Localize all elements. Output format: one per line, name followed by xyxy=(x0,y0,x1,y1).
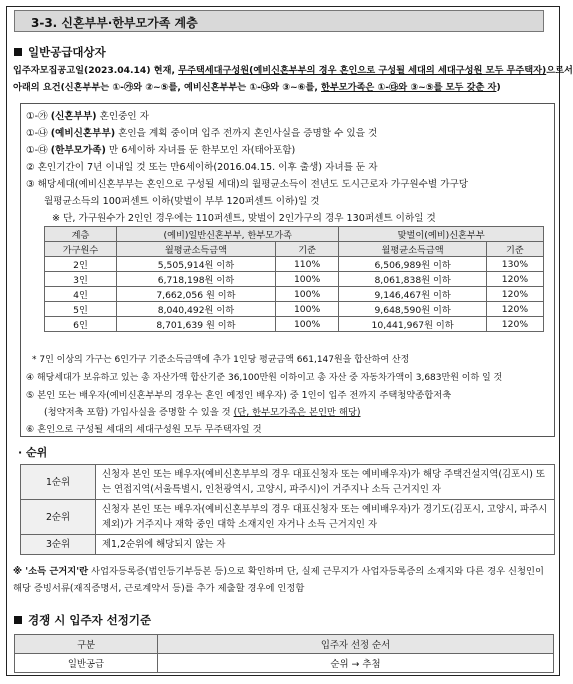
criterion-assets: ④ 해당세대가 보유하고 있는 총 자산가액 합산기준 36,100만원 이하이고 총 자산 중 자동차가액이 3,683만원 이하 일 것 xyxy=(26,373,503,383)
table-row: 4인 7,662,056 원 이하 100% 9,146,467원 이하 120% xyxy=(45,287,544,302)
table-row: 2인 5,505,914원 이하 110% 6,506,989원 이하 130% xyxy=(45,257,544,272)
intro-line-2: 아래의 요건(신혼부부는 ①-㉮와 ②~⑤를, 예비신혼부부는 ①-㉯와 ③~⑥를, 한부모가족은 ①-㉰와 ③~⑤를 모두 갖춘 자) xyxy=(13,82,501,93)
table-row: 5인 8,040,492원 이하 100% 9,648,590원 이하 120% xyxy=(45,302,544,317)
table-row: 2순위 신청자 본인 또는 배우자(예비신혼부부의 경우 대표신청자 또는 예비배우자)가 경기도(김포시, 고양시, 파주시 제외)가 거주지나 재학 중인 대학 소재지인 자거나 소득 근거지인 자 xyxy=(21,500,555,535)
intro-line-1: 입주자모집공고일(2023.04.14) 현재, 무주택세대구성원(예비신혼부부의 경우 혼인으로 구성될 세대의 세대구성원 모두 무주택자)으로서 xyxy=(13,65,573,76)
criterion-income-line2: 월평균소득의 100퍼센트 이하(맞벌이 부부 120퍼센트 이하)일 것 xyxy=(44,196,320,207)
rank-table xyxy=(20,464,555,555)
income-table-header-group2: 맞벌이(예비)신혼부부 xyxy=(339,227,544,242)
table-row: 1순위 신청자 본인 또는 배우자(예비신혼부부의 경우 대표신청자 또는 예비배우자)가 해당 주택건설지역(김포시) 또는 연접지역(서울특별시, 인천광역시, 고양시, 파주시)이 거주지나 소득 근거지인 자 xyxy=(21,465,555,500)
criterion-income: ③ 해당세대(예비신혼부부는 혼인으로 구성될 세대)의 월평균소득이 전년도 도시근로자 가구원수별 가구당 xyxy=(26,179,469,190)
selection-table: 구분 입주자 선정 순서 일반공급 순위 → 추첨 xyxy=(14,634,554,673)
square-bullet-icon xyxy=(14,48,22,56)
square-bullet-icon xyxy=(14,616,22,624)
criterion-savings-line2: (청약저축 포함) 가입사실을 증명할 수 있을 것 (단, 한부모가족은 본인만 해당) xyxy=(44,407,361,418)
page-title: 3-3. 신혼부부·한부모가족 계층 xyxy=(14,10,544,32)
criterion-single-parent: ①-㉰ (한부모가족) 만 6세이하 자녀를 둔 한부모인 자(태아포함) xyxy=(26,145,296,156)
criterion-marriage-period: ② 혼인기간이 7년 이내일 것 또는 만6세이하(2016.04.15. 이후 출생) 자녀를 둔 자 xyxy=(26,162,378,173)
criterion-savings-line1: ⑤ 본인 또는 배우자(예비신혼부부의 경우는 혼인 예정인 배우자) 중 1인이 입주 전까지 주택청약종합저축 xyxy=(26,390,452,401)
section-heading-general-supply: 일반공급대상자 xyxy=(14,44,106,60)
income-table-header-type: 계층 xyxy=(45,227,117,242)
table-footnote: * 7인 이상의 가구는 6인가구 기준소득금액에 추가 1인당 평균금액 661,147원을 합산하여 산정 xyxy=(32,355,410,365)
table-row: 6인 8,701,639 원 이하 100% 10,441,967원 이하 120% xyxy=(45,317,544,332)
table-row: 3인 6,718,198원 이하 100% 8,061,838원 이하 120% xyxy=(45,272,544,287)
section-heading-selection: 경쟁 시 입주자 선정기준 xyxy=(14,612,151,628)
table-row: 일반공급 순위 → 추첨 xyxy=(15,654,554,673)
criterion-newlywed: ①-㉮ (신혼부부) 혼인중인 자 xyxy=(26,111,149,122)
income-basis-note: ※ '소득 근거지'란 사업자등록증(법인등기부등본 등)으로 확인하며 단, 실제 근무지가 사업자등록증의 소재지와 다른 경우 신청인이 해당 증빙서류(재직증명서, 근로계약서 등)를 추가 제출할 경우에 인정함 xyxy=(13,566,544,594)
table-row: 3순위 제1,2순위에 해당되지 않는 자 xyxy=(21,535,555,555)
income-table: 계층 (예비)일반신혼부부, 한부모가족 맞벌이(예비)신혼부부 가구원수 월평균소득금액 기준 월평균소득금액 기준 2인 5,505,914원 이하 110% 6,506,989원 이하 130% 3인 6,718,198원 이하 100% 8,061,838원 이하 120% 4인 7,662,056 원 이하 100% 9,146,467원 이하 120% 5인 8,040,492원 이하 100% 9,648,590원 이하 120% 6인 8,701,639 원 이하 100% 10,441,967원 이하 120% xyxy=(44,226,544,332)
criterion-income-note: ※ 단, 가구원수가 2인인 경우에는 110퍼센트, 맞벌이 2인가구의 경우 130퍼센트 이하일 것 xyxy=(52,213,436,224)
criterion-pre-newlywed: ①-㉯ (예비신혼부부) 혼인을 계획 중이며 입주 전까지 혼인사실을 증명할 수 있을 것 xyxy=(26,128,378,139)
criterion-homeless: ⑥ 혼인으로 구성될 세대의 세대구성원 모두 무주택자일 것 xyxy=(26,424,262,435)
section-heading-rank: · 순위 xyxy=(18,446,48,459)
income-table-header-group1: (예비)일반신혼부부, 한부모가족 xyxy=(117,227,339,242)
